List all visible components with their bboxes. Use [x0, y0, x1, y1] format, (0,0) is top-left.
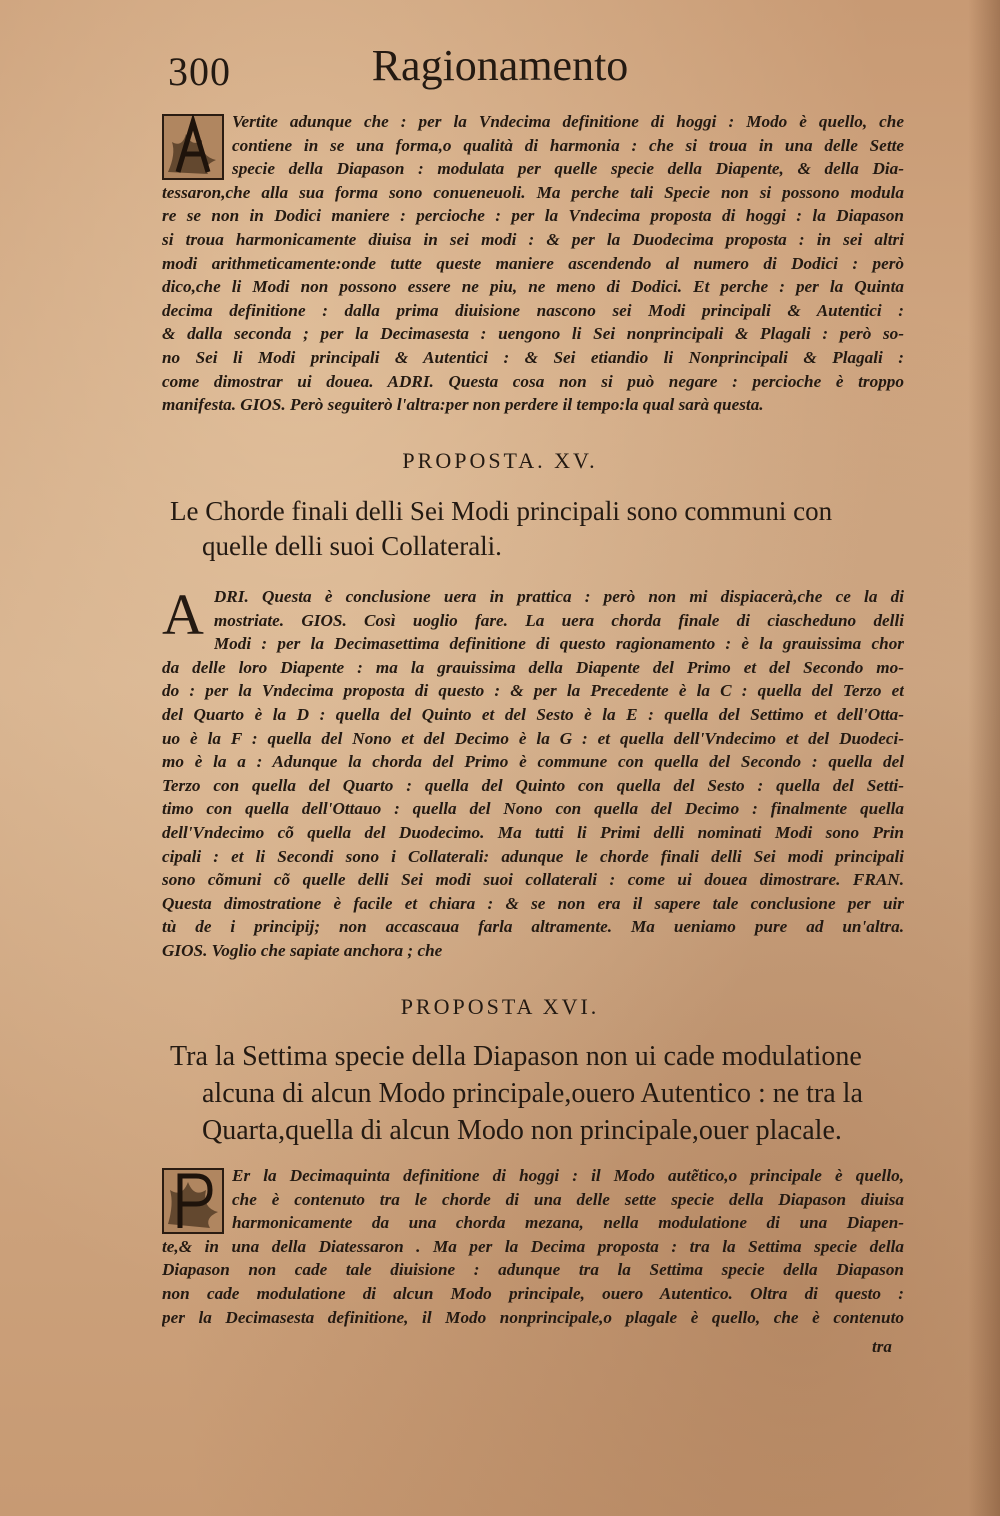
text-line: uo è la F : quella del Nono et del Decimo è la G : et quella dell'Vndecimo et del Duodeci-	[162, 728, 904, 748]
text-line: Terzo con quella del Quarto : quella del Quinto con quella del Sesto : quella del Setti-	[162, 775, 904, 795]
proposition-15-statement	[170, 494, 910, 564]
text-line: timo con quella dell'Ottauo : quella del Nono con quella del Decimo : finalmente quella	[162, 799, 904, 819]
text-line: mostriate. GIOS. Così uoglio fare. La uera chorda finale di ciascheduno delli	[213, 610, 904, 630]
ornate-initial-p-icon	[162, 1168, 224, 1234]
text-line: Vertite adunque che : per la Vndecima definitione di hoggi : Modo è quello, che	[232, 112, 904, 131]
catchword: tra	[872, 1337, 892, 1356]
page-number: 300	[168, 49, 231, 94]
text-line: tù de i principij; non accascaua farla altramente. Ma ueniamo pure ad un'altra.	[162, 917, 904, 937]
text-line: per la Decimasesta definitione, il Modo nonprincipale,o plagale è quello, che è contenuto	[162, 1307, 904, 1327]
proposition-16-heading: PROPOSTA XVI.	[400, 994, 600, 1019]
proposition-15-heading: PROPOSTA. XV.	[402, 448, 598, 473]
initial-a: A	[162, 582, 204, 647]
text-line: dell'Vndecimo cõ quella del Duodecimo. Ma tutti li Primi delli nominati Modi sono Prin	[162, 822, 904, 842]
text-line: modi arithmeticamente:onde tutte queste maniere ascendendo al numero di Dodici : però	[162, 253, 904, 273]
text-line: del Quarto è la D : quella del Quinto et del Sesto è la E : quella del Settimo et dell'Otta-	[162, 704, 904, 724]
ornate-initial-a-icon	[162, 114, 224, 180]
running-title: Ragionamento	[371, 41, 629, 90]
statement-line: Quarta,quella di alcun Modo non principale,ouer placale.	[202, 1115, 842, 1146]
statement-line: quelle delli suoi Collaterali.	[202, 531, 502, 561]
paragraph-3	[162, 1164, 904, 1329]
paragraph-2	[162, 582, 904, 963]
text-line: come dimostrar ui douea. ADRI. Questa cosa non si può negare : percioche è troppo	[162, 371, 904, 391]
statement-line: alcuna di alcun Modo principale,ouero Autentico : ne tra la	[202, 1078, 863, 1109]
text-line: re se non in Dodici maniere : percioche : per la Vndecima proposta di hoggi : la Diapason	[162, 206, 904, 226]
text-line: dico,che li Modi non possono essere ne piu, ne meno di Dodici. Et perche : per la Quinta	[162, 277, 904, 297]
text-line: Er la Decimaquinta definitione di hoggi : il Modo autẽtico,o principale è quello,	[232, 1166, 904, 1185]
text-line: Questa dimostratione è facile et chiara : & se non era il sapere tale conclusione per uir	[162, 893, 904, 913]
text-line: GIOS. Voglio che sapiate anchora ; che	[162, 940, 443, 960]
text-line: Diapason non cade tale diuisione : adunque tra la Settima specie della Diapason	[162, 1260, 904, 1280]
text-line: do : per la Vndecima proposta di questo : & per la Precedente è la C : quella del Terzo et	[162, 681, 904, 701]
text-line: DRI. Questa è conclusione uera in prattica : però non mi dispiacerà,che ce la di	[213, 587, 904, 606]
page-edge-shadow	[968, 0, 1000, 1516]
text-line: mo è la a : Adunque la chorda del Primo è commune con quella del Secondo : quella del	[162, 752, 904, 772]
text-line: specie della Diapason : modulata per quelle specie della Diapente, & della Dia-	[232, 159, 904, 179]
text-line: non cade modulatione di alcun Modo principale, ouero Autentico. Oltra di questo :	[162, 1283, 904, 1303]
text-line: che è contenuto tra le chorde di una delle sette specie della Diapason diuisa	[232, 1189, 904, 1209]
statement-line: Tra la Settima specie della Diapason non ui cade modulatione	[170, 1041, 862, 1072]
text-line: cipali : et li Secondi sono i Collaterali: adunque le chorde finali delli Sei modi principali	[162, 846, 904, 866]
text-line: contiene in se una forma,o qualità di harmonia : che si troua in una delle Sette	[232, 135, 904, 155]
text-line: no Sei li Modi principali & Autentici : & Sei etiandio li Nonprincipali & Plagali :	[162, 347, 904, 367]
text-line: tessaron,che alla sua forma sono conueneuoli. Ma perche tali Specie non si possono modula	[162, 182, 904, 202]
text-line: harmonicamente da una chorda mezana, nella modulatione di una Diapen-	[232, 1213, 904, 1233]
text-line: manifesta. GIOS. Però seguiterò l'altra:per non perdere il tempo:la qual sarà questa.	[162, 395, 764, 415]
text-line: da delle loro Diapente : ma la grauissima della Diapente del Primo et del Secondo mo-	[162, 657, 904, 677]
text-line: si troua harmonicamente diuisa in sei modi : & per la Duodecima proposta : in sei altri	[162, 229, 904, 249]
text-line: Modi : per la Decimasettima definitione di questo ragionamento : è la grauissima chor	[213, 634, 904, 654]
statement-line: Le Chorde finali delli Sei Modi principali sono communi con	[170, 496, 833, 526]
page-header	[0, 40, 1000, 100]
text-line: decima definitione : dalla prima diuisione nascono sei Modi principali & Autentici :	[162, 300, 904, 320]
text-line: te,& in una della Diatessaron . Ma per la Decima proposta : tra la Settima specie della	[162, 1236, 904, 1256]
paragraph-1	[162, 110, 904, 417]
text-line: & dalla seconda ; per la Decimasesta : uengono li Sei nonprincipali & Plagali : però so-	[162, 324, 904, 344]
text-line: sono cõmuni cõ quelle delli Sei modi suoi collaterali : come ui douea dimostrare. FRAN.	[162, 870, 904, 890]
proposition-16-statement	[170, 1038, 910, 1149]
